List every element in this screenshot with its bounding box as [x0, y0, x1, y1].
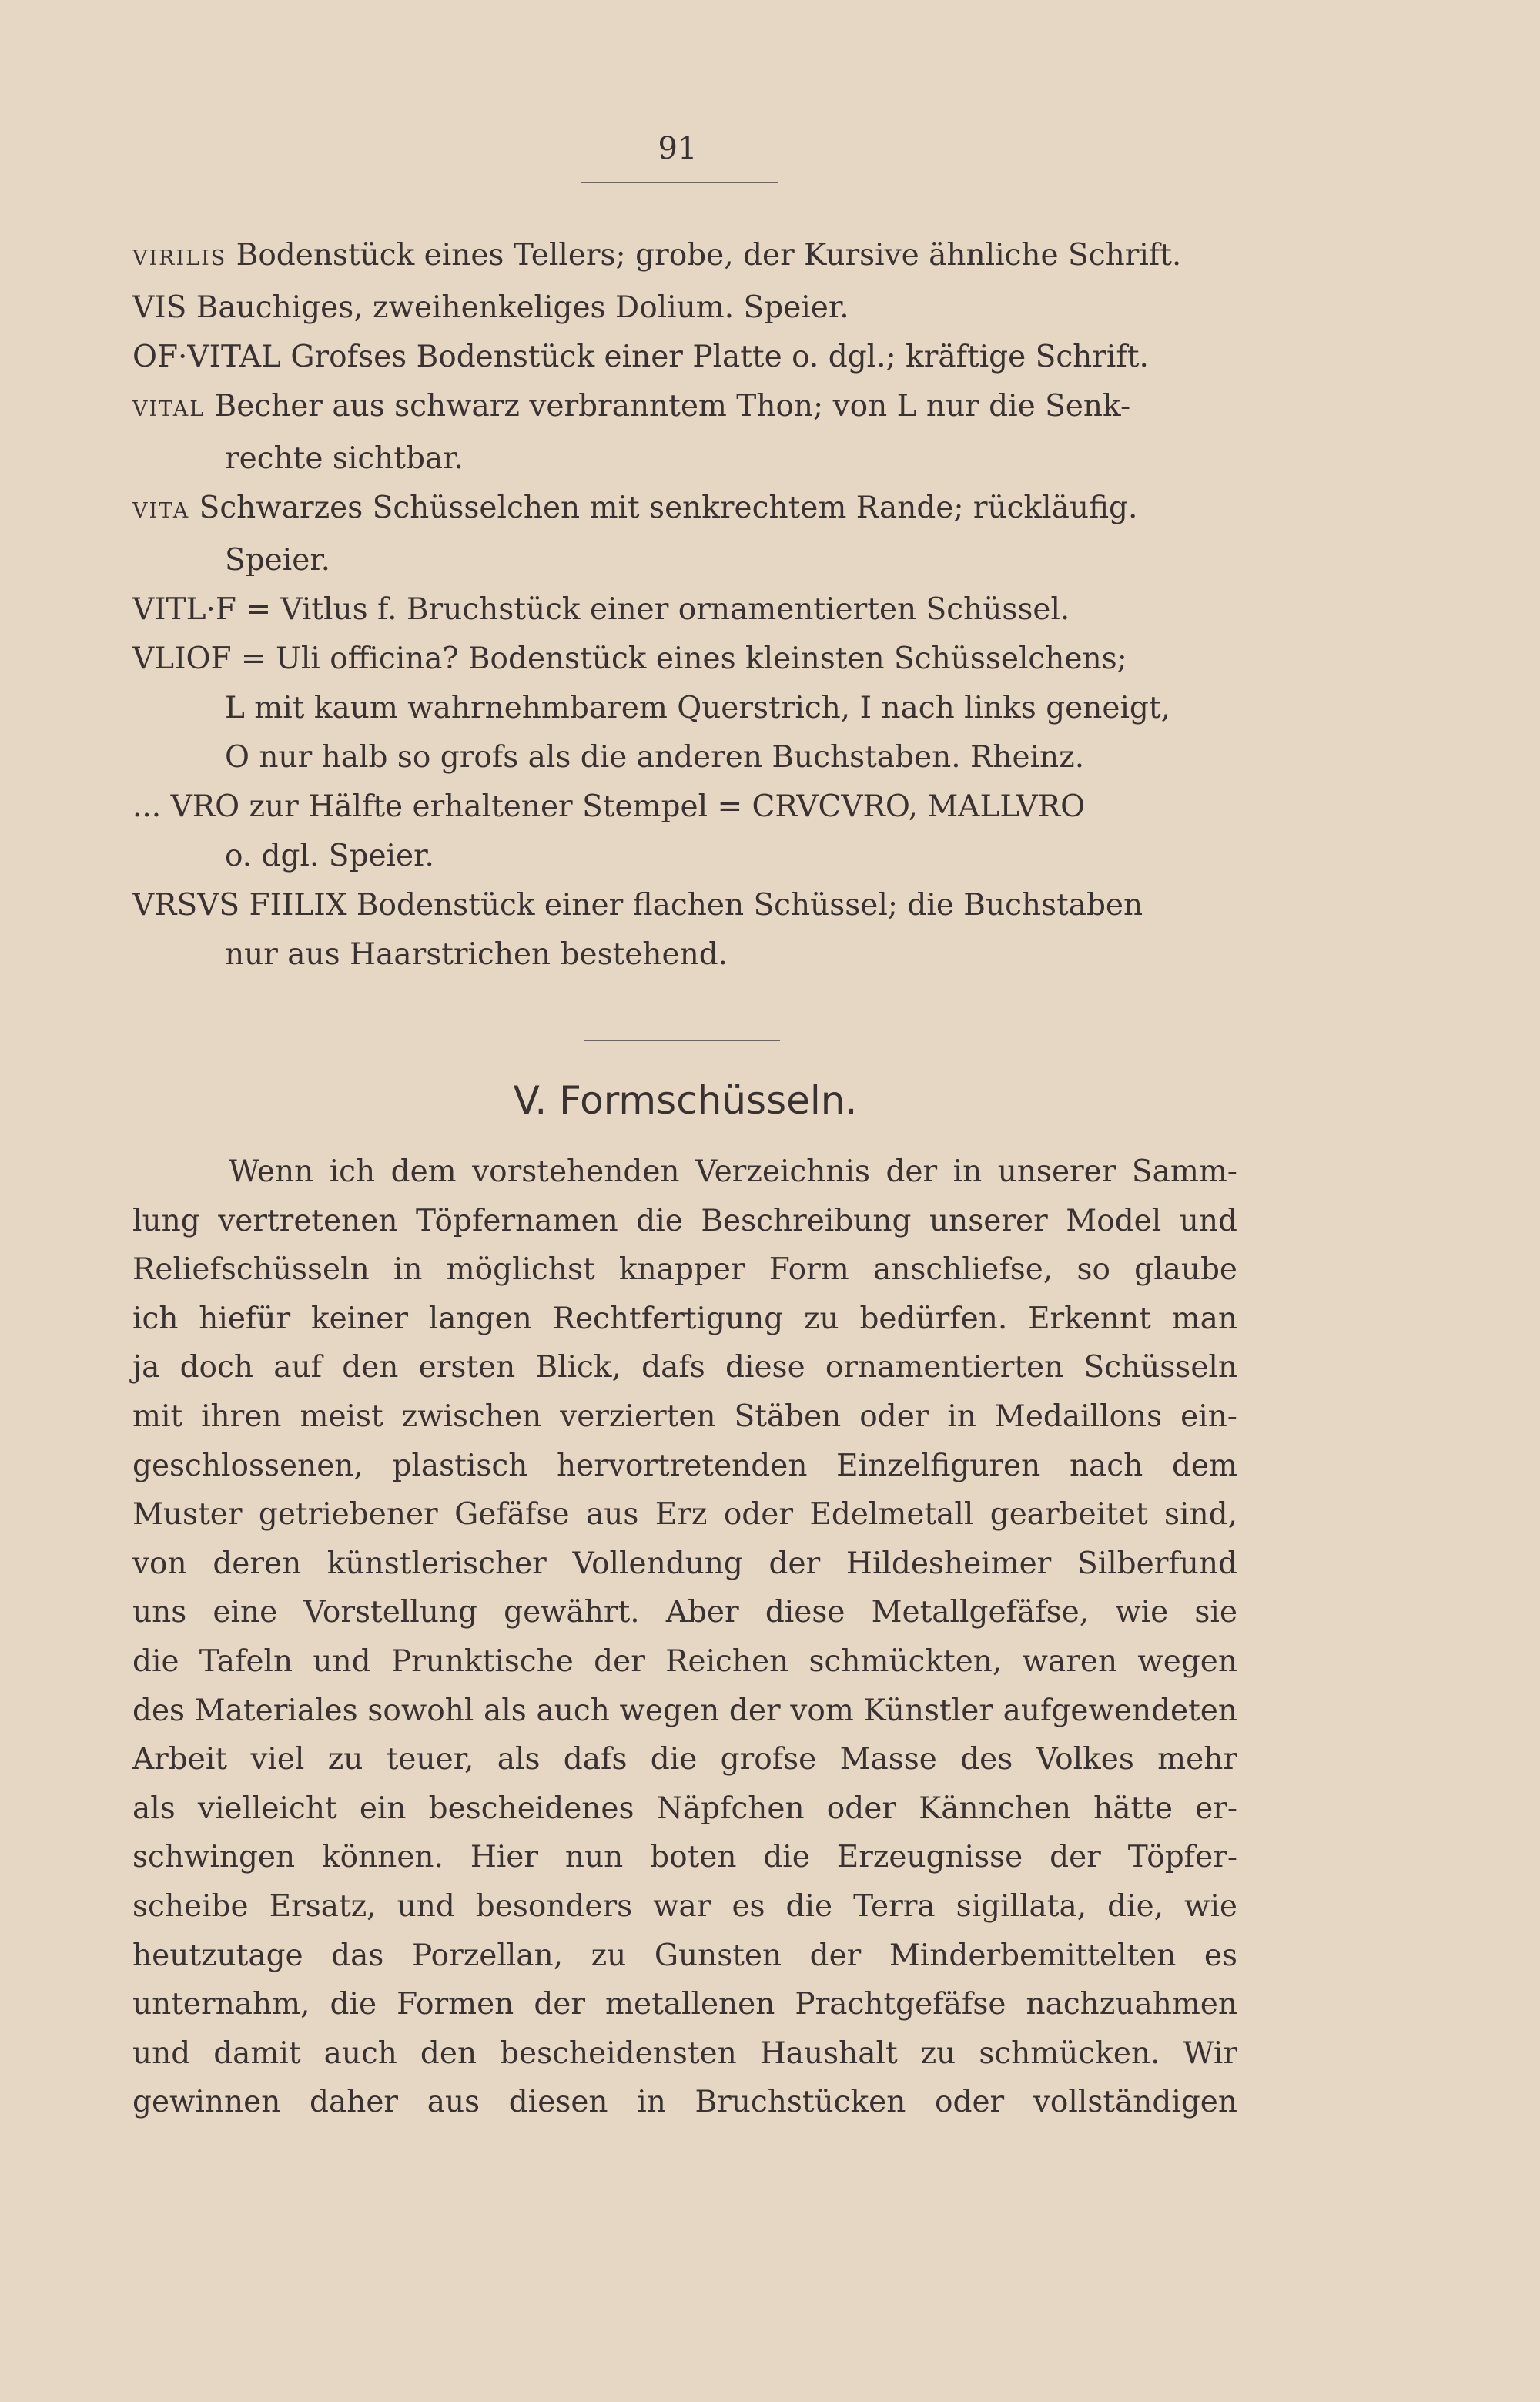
stamp-description-cont: O nur halb so grofs als die anderen Buchstaben. Rheinz.: [225, 740, 1085, 775]
text-line: als vielleicht ein bescheidenes Näpfchen oder Kännchen hätte er-: [132, 1791, 1237, 1826]
text-line: ich hiefür keiner langen Rechtfertigung zu bedürfen. Erkennt man: [132, 1301, 1237, 1336]
text-line: mit ihren meist zwischen verzierten Stäben oder in Medaillons ein-: [132, 1399, 1237, 1434]
page-number: 91: [658, 131, 698, 166]
stamp-description-cont: L mit kaum wahrnehmbarem Querstrich, I nach links geneigt,: [225, 691, 1170, 725]
text-line: und damit auch den bescheidensten Haushalt zu schmücken. Wir: [132, 2035, 1237, 2071]
stamp-entry: [132, 231, 1237, 283]
text-line: Wenn ich dem vorstehenden Verzeichnis der in unserer Samm-: [229, 1154, 1237, 1189]
text-line: von deren künstlerischer Vollendung der Hildesheimer Silberfund: [132, 1546, 1237, 1581]
stamp-description: Bodenstück eines Tellers; grobe, der Kursive ähnliche Schrift.: [236, 238, 1182, 273]
stamp-name: VITAL: [132, 397, 206, 421]
text-line: lung vertretenen Töpfernamen die Beschreibung unserer Model und: [132, 1203, 1237, 1238]
stamp-description-cont: nur aus Haarstrichen bestehend.: [225, 937, 728, 972]
text-line: Reliefschüsseln in möglichst knapper Form anschliefse, so glaube: [132, 1252, 1237, 1288]
text-line: scheibe Ersatz, und besonders war es die Terra sigillata, die, wie: [132, 1888, 1237, 1924]
text-line: gewinnen daher aus diesen in Bruchstücken oder vollständigen: [132, 2085, 1237, 2120]
stamp-description: Schwarzes Schüsselchen mit senkrechtem Rande; rückläufig.: [199, 491, 1138, 525]
stamp-name: VRSVS FIILIX: [132, 888, 347, 923]
stamp-description: = Vitlus f. Bruchstück einer ornamentierten Schüssel.: [246, 592, 1070, 627]
text-line: schwingen können. Hier nun boten die Erzeugnisse der Töpfer-: [132, 1840, 1237, 1875]
stamp-description-cont: rechte sichtbar.: [225, 441, 464, 476]
text-line: geschlossenen, plastisch hervortretenden Einzelfiguren nach dem: [132, 1448, 1237, 1483]
stamp-name: VIRILIS: [132, 246, 227, 270]
stamp-description-cont: o. dgl. Speier.: [225, 839, 434, 873]
stamp-description-cont: Speier.: [225, 543, 331, 578]
potter-stamp-list: [132, 231, 1237, 980]
text-line: uns eine Vorstellung gewährt. Aber diese Metallgefäfse, wie sie: [132, 1595, 1237, 1630]
stamp-description: Bodenstück einer flachen Schüssel; die Buchstaben: [356, 888, 1143, 923]
text-line: Arbeit viel zu teuer, als dafs die grofse Masse des Volkes mehr: [132, 1742, 1237, 1777]
stamp-entry: [132, 635, 1237, 782]
body-paragraph: [132, 1147, 1237, 2127]
stamp-name: OF·VITAL: [132, 340, 281, 374]
text-line: ja doch auf den ersten Blick, dafs diese ornamentierten Schüsseln: [132, 1350, 1237, 1385]
text-line: heutzutage das Porzellan, zu Gunsten der Minderbemittelten es: [132, 1938, 1237, 1973]
stamp-description: zur Hälfte erhaltener Stempel = CRVCVRO, MALLVRO: [249, 789, 1086, 824]
text-line: Muster getriebener Gefäfse aus Erz oder Edelmetall gearbeitet sind,: [132, 1497, 1237, 1533]
stamp-name: VIS: [132, 290, 187, 325]
stamp-entry: [132, 283, 1237, 333]
section-heading: V. Formschüsseln.: [513, 1078, 858, 1123]
text-line: unternahm, die Formen der metallenen Prachtgefäfse nachzuahmen: [132, 1987, 1237, 2022]
text-line: des Materiales sowohl als auch wegen der vom Künstler aufgewendeten: [132, 1693, 1237, 1728]
stamp-name: VLIOF: [132, 642, 232, 676]
header-rule: [581, 182, 778, 183]
stamp-entry: [132, 585, 1237, 635]
stamp-description: = Uli officina? Bodenstück eines kleinsten Schüsselchens;: [240, 642, 1127, 676]
text-line: die Tafeln und Prunktische der Reichen schmückten, waren wegen: [132, 1643, 1237, 1679]
stamp-description: Grofses Bodenstück einer Platte o. dgl.; kräftige Schrift.: [290, 340, 1149, 374]
stamp-entry: [132, 881, 1237, 980]
stamp-description: Becher aus schwarz verbranntem Thon; von L nur die Senk-: [214, 389, 1131, 424]
stamp-name: ... VRO: [132, 789, 240, 824]
stamp-entry: [132, 484, 1237, 585]
stamp-entry: [132, 382, 1237, 484]
stamp-entry: [132, 333, 1237, 382]
stamp-entry: [132, 782, 1237, 881]
stamp-name: VITL·F: [132, 592, 236, 627]
stamp-name: VITA: [132, 499, 190, 523]
section-divider: [584, 1040, 780, 1041]
stamp-description: Bauchiges, zweihenkeliges Dolium. Speier.: [196, 290, 849, 325]
